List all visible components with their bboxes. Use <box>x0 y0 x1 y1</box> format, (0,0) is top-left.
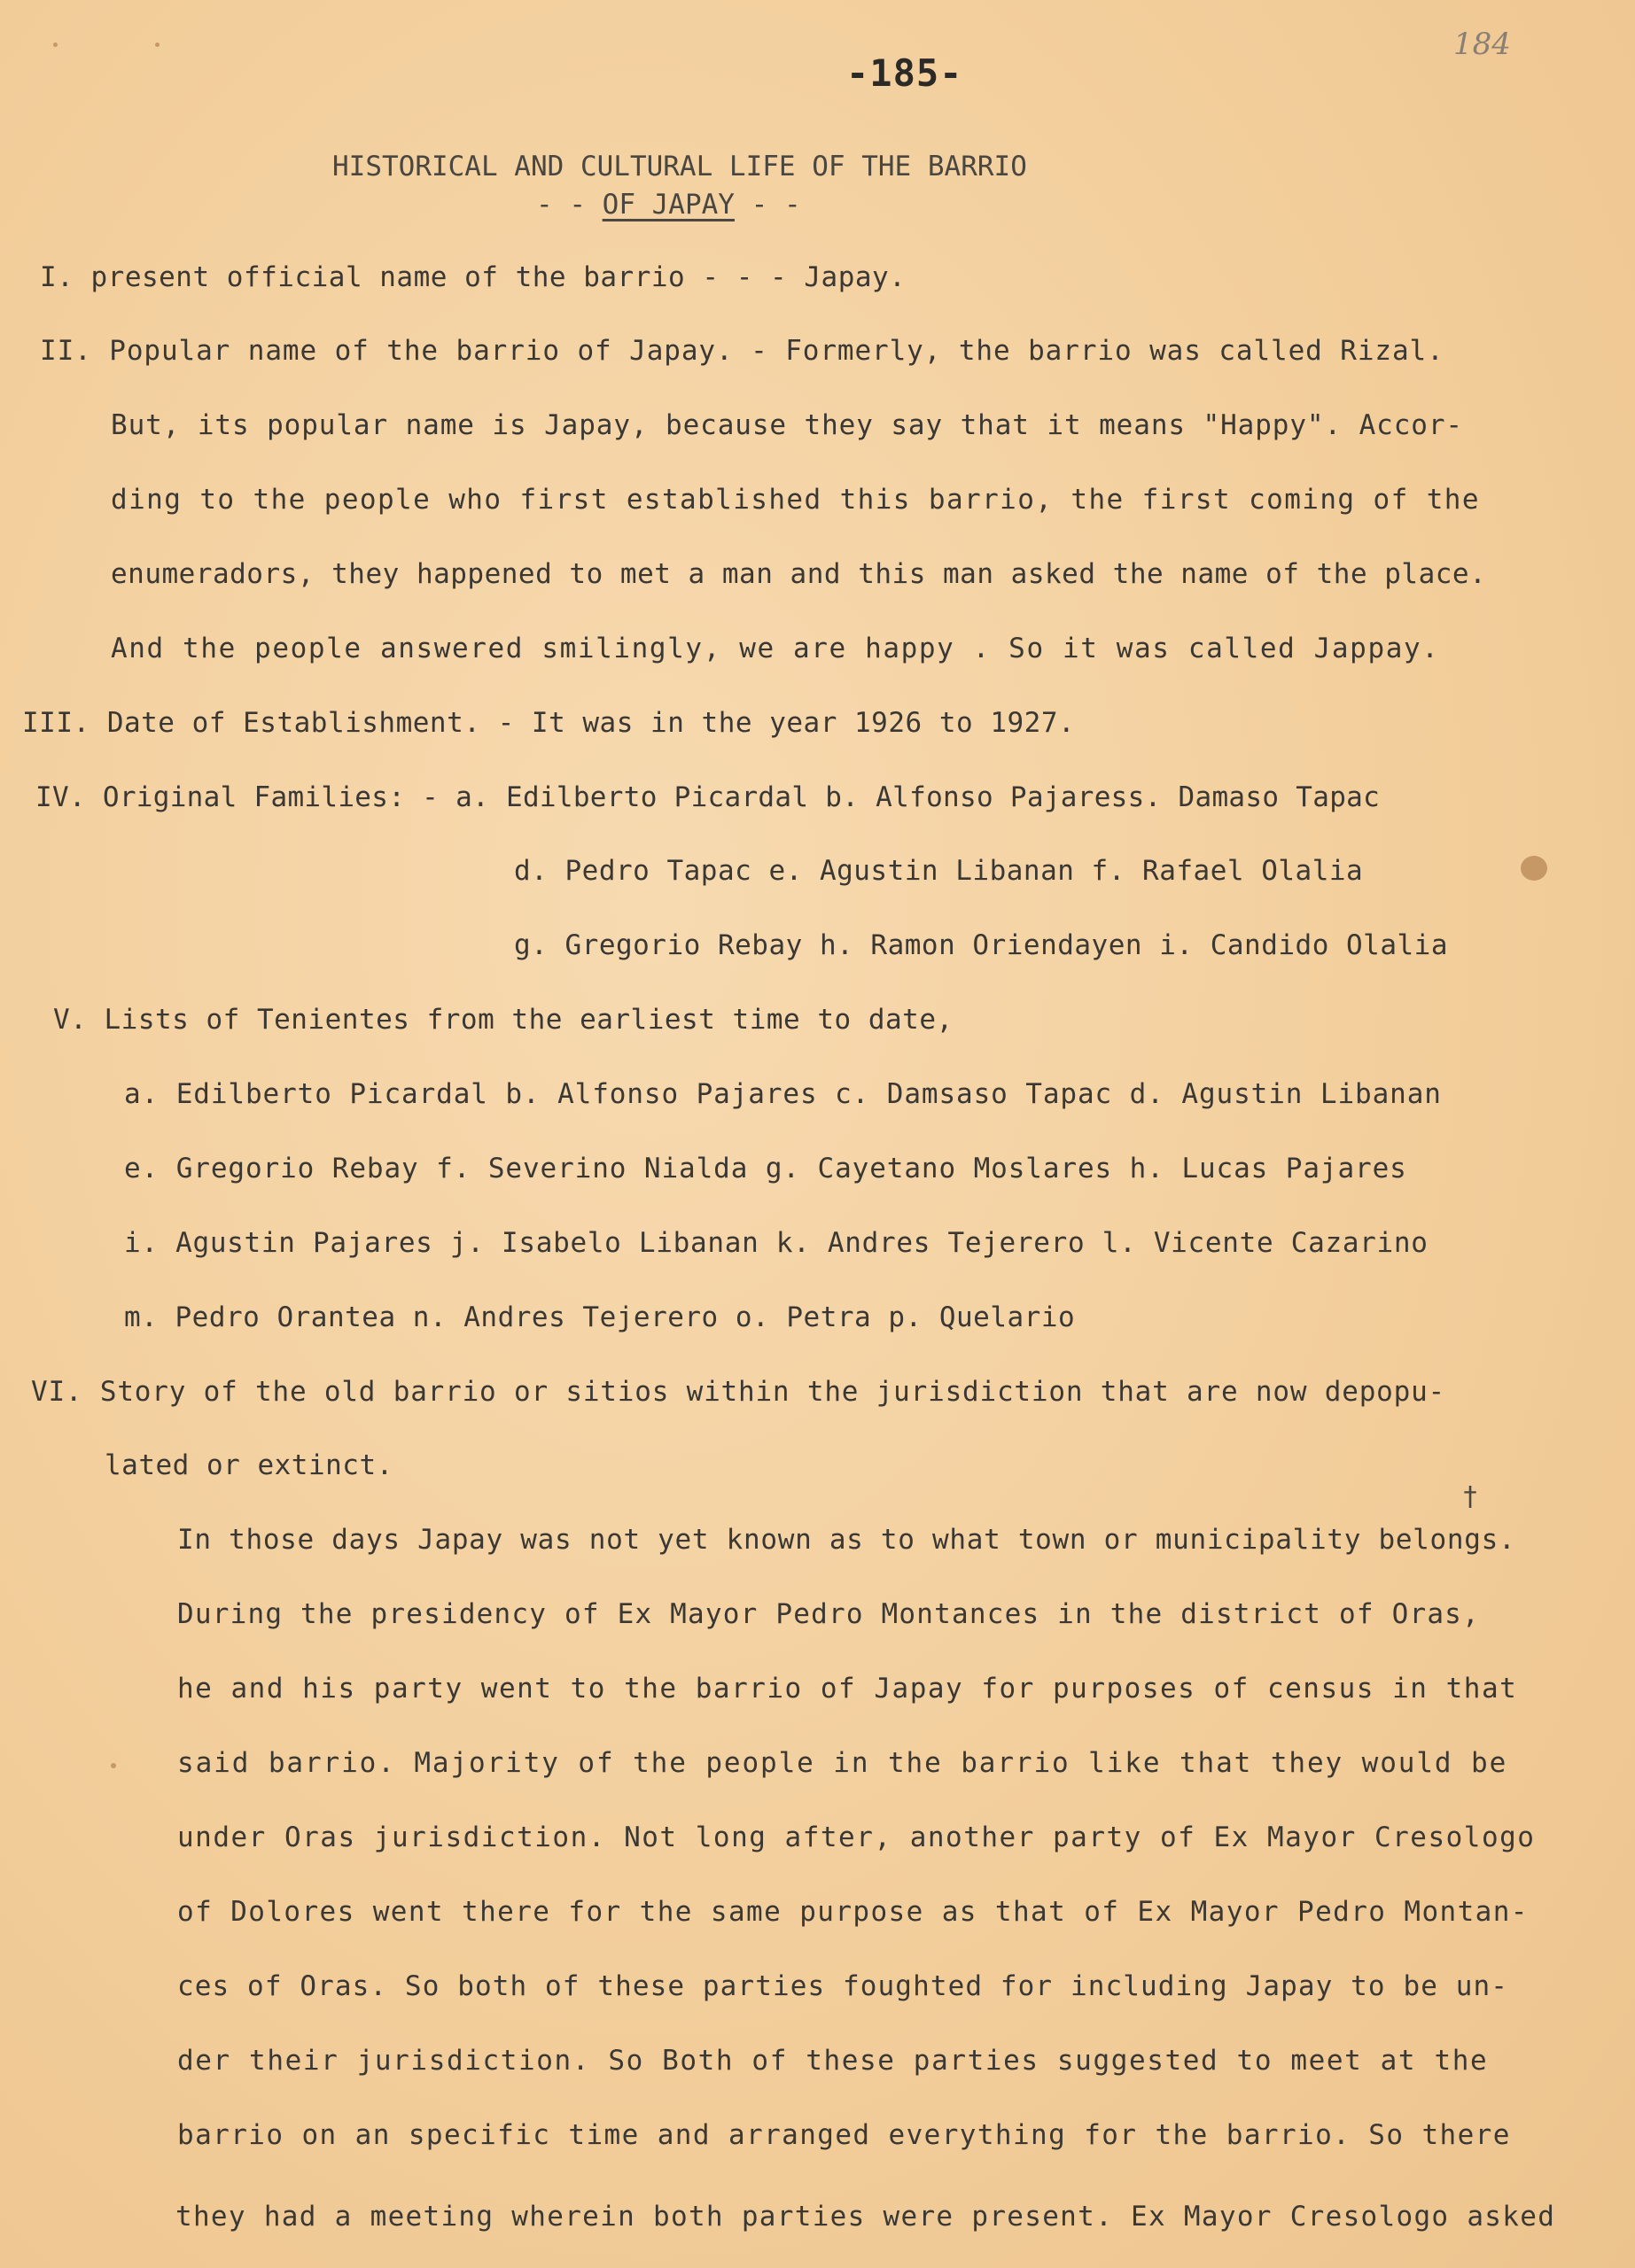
text-line: e. Gregorio Rebay f. Severino Nialda g. Cayetano Moslares h. Lucas Pajares <box>124 1153 1407 1184</box>
paper-speck <box>53 43 58 47</box>
text-line: he and his party went to the barrio of Japay for purposes of census in that <box>177 1673 1518 1705</box>
text-line: a. Edilberto Picardal b. Alfonso Pajares c. Damsaso Tapac d. Agustin Libanan <box>124 1078 1442 1110</box>
text-line: In those days Japay was not yet known as to what town or municipality belongs. <box>177 1524 1516 1556</box>
text-line: I. present official name of the barrio - - - Japay. <box>40 261 907 293</box>
text-line: V. Lists of Tenientes from the earliest time to date, <box>53 1004 954 1036</box>
text-line: VI. Story of the old barrio or sitios within the jurisdiction that are now depopu- <box>31 1376 1446 1408</box>
paper-speck <box>155 43 160 47</box>
text-line: ces of Oras. So both of these parties foughted for including Japay to be un- <box>177 1970 1509 2002</box>
text-line: And the people answered smilingly, we are happy . So it was called Jappay. <box>111 633 1440 664</box>
text-line: lated or extinct. <box>105 1449 393 1481</box>
document-title: HISTORICAL AND CULTURAL LIFE OF THE BARRIO <box>332 151 1027 183</box>
text-line: d. Pedro Tapac e. Agustin Libanan f. Rafael Olalia <box>514 855 1364 887</box>
text-line: g. Gregorio Rebay h. Ramon Oriendayen i. Candido Olalia <box>514 929 1448 961</box>
text-line: But, its popular name is Japay, because they say that it means "Happy". Accor- <box>111 409 1463 441</box>
text-line: m. Pedro Orantea n. Andres Tejerero o. Petra p. Quelario <box>124 1301 1076 1333</box>
text-line: ding to the people who first established this barrio, the first coming of the <box>111 484 1480 516</box>
text-line: During the presidency of Ex Mayor Pedro Montances in the district of Oras, <box>177 1598 1480 1630</box>
text-line: i. Agustin Pajares j. Isabelo Libanan k. Andres Tejerero l. Vicente Cazarino <box>124 1227 1429 1259</box>
subtitle-suffix: - - <box>734 189 801 221</box>
text-line: said barrio. Majority of the people in the barrio like that they would be <box>177 1747 1508 1779</box>
text-line: IV. Original Families: - a. Edilberto Picardal b. Alfonso Pajaress. Damaso Tapac <box>35 781 1381 813</box>
subtitle-main: OF JAPAY <box>602 189 735 221</box>
text-line: of Dolores went there for the same purpose as that of Ex Mayor Pedro Montan- <box>177 1896 1529 1928</box>
paper-speck <box>111 1763 116 1768</box>
text-line: enumeradors, they happened to met a man and this man asked the name of the place. <box>111 558 1487 590</box>
subtitle-prefix: - - <box>536 189 603 221</box>
text-line: under Oras jurisdiction. Not long after, another party of Ex Mayor Cresologo <box>177 1821 1536 1853</box>
text-line: der their jurisdiction. So Both of these parties suggested to meet at the <box>177 2045 1489 2077</box>
text-line: they had a meeting wherein both parties were present. Ex Mayor Cresologo asked <box>175 2201 1556 2233</box>
text-line: barrio on an specific time and arranged everything for the barrio. So there <box>177 2119 1511 2151</box>
ink-stain <box>1521 856 1547 881</box>
handwritten-page-number: 184 <box>1453 27 1511 62</box>
page-number: -185- <box>846 51 963 95</box>
insertion-caret-mark: † <box>1462 1481 1479 1512</box>
document-subtitle <box>536 189 801 221</box>
text-line: II. Popular name of the barrio of Japay. - Formerly, the barrio was called Rizal. <box>40 335 1444 367</box>
text-line: III. Date of Establishment. - It was in the year 1926 to 1927. <box>22 707 1076 739</box>
